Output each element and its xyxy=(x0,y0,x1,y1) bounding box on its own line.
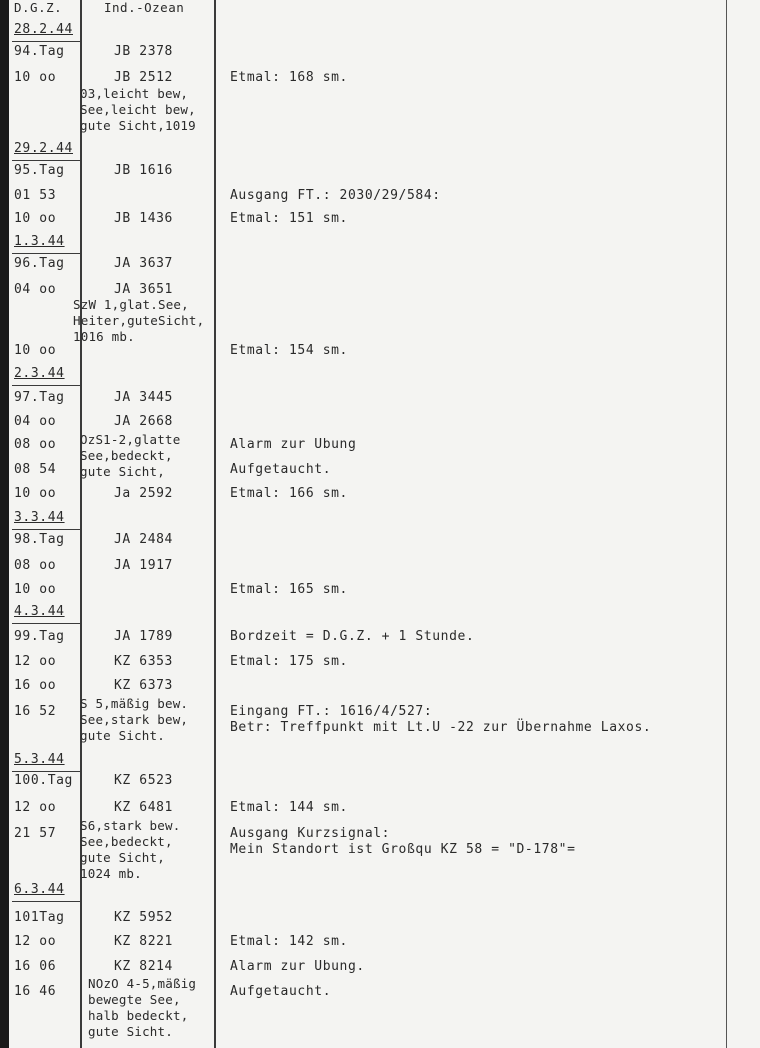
entry-time: 16 oo xyxy=(14,678,57,693)
date-heading: 2.3.44 xyxy=(14,366,65,381)
entry-time: 12 oo xyxy=(14,800,57,815)
entry-time: 10 oo xyxy=(14,582,57,597)
entry-remark: Ausgang Kurzsignal: Mein Standort ist Großqu KZ 58 = "D-178"= xyxy=(230,826,576,857)
entry-time: 08 oo xyxy=(14,437,57,452)
entry-time: 16 52 xyxy=(14,704,57,719)
entry-time: 12 oo xyxy=(14,934,57,949)
entry-time: 08 oo xyxy=(14,558,57,573)
entry-time: 10 oo xyxy=(14,343,57,358)
entry-time: 98.Tag xyxy=(14,532,65,547)
date-heading: 6.3.44 xyxy=(14,882,65,897)
entry-time: 100.Tag xyxy=(14,773,73,788)
entry-remark: Aufgetaucht. xyxy=(230,462,332,477)
entry-time: 08 54 xyxy=(14,462,57,477)
entry-position: KZ 6481 xyxy=(114,800,173,815)
entry-remark: Aufgetaucht. xyxy=(230,984,332,999)
entry-position: KZ 6523 xyxy=(114,773,173,788)
entry-time: 96.Tag xyxy=(14,256,65,271)
date-heading: 4.3.44 xyxy=(14,604,65,619)
date-rule xyxy=(12,385,80,386)
entry-time: 101Tag xyxy=(14,910,65,925)
entry-remark: Etmal: 154 sm. xyxy=(230,343,348,358)
entry-weather: 03,leicht bew, See,leicht bew, gute Sicht,1019 xyxy=(80,86,196,133)
entry-remark: Eingang FT.: 1616/4/527: Betr: Treffpunkt mit Lt.U -22 zur Übernahme Laxos. xyxy=(230,704,652,735)
entry-position: KZ 5952 xyxy=(114,910,173,925)
entry-time: 04 oo xyxy=(14,282,57,297)
date-rule xyxy=(12,623,80,624)
entry-remark: Bordzeit = D.G.Z. + 1 Stunde. xyxy=(230,629,475,644)
date-rule xyxy=(12,529,80,530)
entry-remark: Alarm zur Übung xyxy=(230,437,357,452)
entry-position: JA 3445 xyxy=(114,390,173,405)
header-area-label: Ind.-Ozean xyxy=(104,0,185,15)
entry-time: 04 oo xyxy=(14,414,57,429)
column-divider-position xyxy=(214,0,216,1048)
date-rule xyxy=(12,41,80,42)
entry-time: 01 53 xyxy=(14,188,57,203)
column-divider-time xyxy=(80,0,82,1048)
binding-edge xyxy=(0,0,9,1048)
entry-remark: Etmal: 168 sm. xyxy=(230,70,348,85)
entry-time: 99.Tag xyxy=(14,629,65,644)
entry-position: JA 1917 xyxy=(114,558,173,573)
entry-remark: Etmal: 175 sm. xyxy=(230,654,348,669)
entry-position: Ja 2592 xyxy=(114,486,173,501)
entry-position: KZ 8221 xyxy=(114,934,173,949)
entry-position: JB 1616 xyxy=(114,163,173,178)
date-heading: 5.3.44 xyxy=(14,752,65,767)
entry-remark: Etmal: 144 sm. xyxy=(230,800,348,815)
entry-time: 97.Tag xyxy=(14,390,65,405)
entry-remark: Etmal: 166 sm. xyxy=(230,486,348,501)
entry-position: JA 2668 xyxy=(114,414,173,429)
entry-time: 10 oo xyxy=(14,211,57,226)
date-rule xyxy=(12,771,80,772)
entry-time: 10 oo xyxy=(14,70,57,85)
entry-remark: Etmal: 151 sm. xyxy=(230,211,348,226)
entry-position: JB 2512 xyxy=(114,70,173,85)
entry-time: 16 46 xyxy=(14,984,57,999)
entry-weather: S6,stark bew. See,bedeckt, gute Sicht, 1024 mb. xyxy=(80,818,181,881)
entry-time: 12 oo xyxy=(14,654,57,669)
entry-weather: NOzO 4-5,mäßig bewegte See, halb bedeckt, gute Sicht. xyxy=(88,976,197,1039)
entry-position: JB 2378 xyxy=(114,44,173,59)
entry-position: JA 3651 xyxy=(114,282,173,297)
page-right-rule xyxy=(726,0,727,1048)
entry-time: 94.Tag xyxy=(14,44,65,59)
entry-position: JA 1789 xyxy=(114,629,173,644)
date-heading: 29.2.44 xyxy=(14,141,73,156)
entry-position: KZ 6373 xyxy=(114,678,173,693)
date-rule xyxy=(12,160,80,161)
entry-weather: OzS1-2,glatte See,bedeckt, gute Sicht, xyxy=(80,432,181,479)
entry-weather: SzW 1,glat.See, Heiter,guteSicht, 1016 mb. xyxy=(73,297,205,344)
header-time-label: D.G.Z. xyxy=(14,0,63,15)
date-heading: 28.2.44 xyxy=(14,22,73,37)
entry-position: JB 1436 xyxy=(114,211,173,226)
entry-time: 21 57 xyxy=(14,826,57,841)
date-rule xyxy=(12,253,80,254)
entry-remark: Etmal: 165 sm. xyxy=(230,582,348,597)
entry-remark: Etmal: 142 sm. xyxy=(230,934,348,949)
entry-position: KZ 6353 xyxy=(114,654,173,669)
date-heading: 3.3.44 xyxy=(14,510,65,525)
entry-position: JA 2484 xyxy=(114,532,173,547)
date-heading: 1.3.44 xyxy=(14,234,65,249)
entry-position: JA 3637 xyxy=(114,256,173,271)
entry-position: KZ 8214 xyxy=(114,959,173,974)
entry-time: 10 oo xyxy=(14,486,57,501)
entry-time: 95.Tag xyxy=(14,163,65,178)
entry-time: 16 06 xyxy=(14,959,57,974)
entry-weather: S 5,mäßig bew. See,stark bew, gute Sicht. xyxy=(80,696,189,743)
entry-remark: Alarm zur Übung. xyxy=(230,959,365,974)
entry-remark: Ausgang FT.: 2030/29/584: xyxy=(230,188,441,203)
date-rule xyxy=(12,901,80,902)
